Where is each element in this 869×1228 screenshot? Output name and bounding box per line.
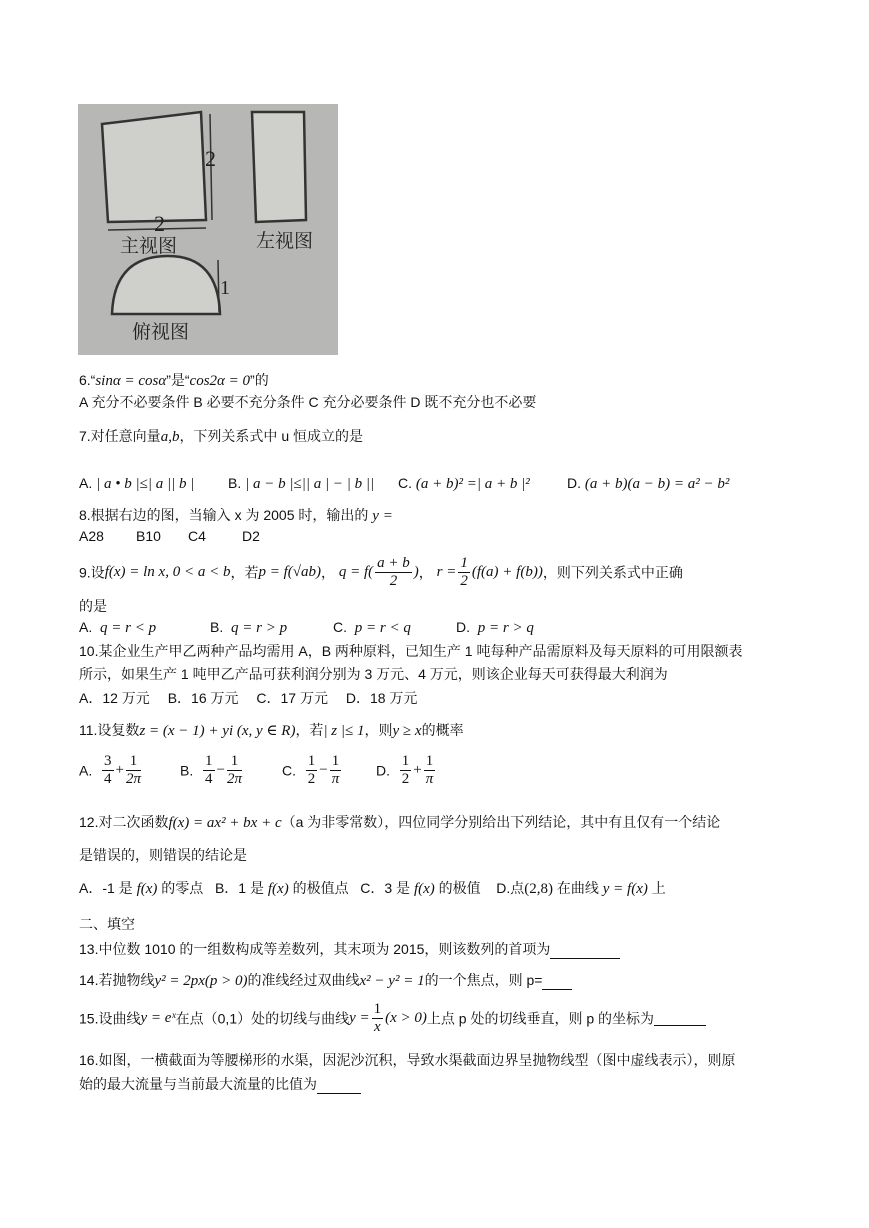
- q11-d-op: +: [413, 762, 422, 778]
- q11-a-frac1: [102, 753, 114, 788]
- q9-option-b: [210, 619, 287, 637]
- q12-a-f: f(x): [136, 881, 158, 897]
- q7-option-b: [228, 475, 374, 493]
- front-view-label: 主视图: [120, 235, 178, 257]
- q9-f-def: f(x) = ln x, 0 < a < b: [104, 564, 231, 580]
- q8-option-c: C4: [188, 528, 206, 544]
- q15-suffix: 上点 p 处的切线垂直，则 p 的坐标为: [426, 1010, 655, 1027]
- q9-q-left: q = f(: [338, 564, 374, 580]
- q11-t3: 的概率: [421, 722, 464, 738]
- q11-a-frac2: [126, 753, 141, 788]
- q9-d-label: D.: [456, 619, 470, 635]
- q9-t2: ，: [320, 564, 335, 581]
- q11-t1: ，若: [295, 722, 324, 738]
- q9-prefix: 9.设: [79, 564, 105, 581]
- q15-curve1: y = eˣ: [140, 1010, 176, 1026]
- q16-line2: [79, 1074, 361, 1094]
- three-view-figure: [78, 104, 338, 355]
- q12-options: [79, 878, 666, 898]
- q14-prefix: 14.若抛物线: [79, 972, 155, 988]
- q16-text: 始的最大流量与当前最大流量的比值为: [79, 1076, 317, 1092]
- q11-d-d1: 2: [401, 771, 410, 787]
- q14-mid: 的准线经过双曲线: [247, 972, 360, 988]
- q12-d-curve: y = f(x): [602, 881, 648, 897]
- q12-suffix: （a 为非零常数），四位同学分别给出下列结论，其中有且仅有一个结论: [281, 814, 721, 830]
- q11-c-frac2: [330, 753, 342, 788]
- q8-option-d: D2: [242, 528, 260, 544]
- q15-den: x: [374, 1019, 381, 1035]
- q12-d-mid: 在曲线: [556, 880, 599, 896]
- q11-d-frac2: [424, 753, 436, 788]
- q15-curve2-left: y =: [349, 1010, 370, 1026]
- q11-d-frac1: [400, 753, 412, 788]
- q13-text: 13.中位数 1010 的一组数构成等差数列，其末项为 2015，则该数列的首项为: [79, 941, 551, 957]
- side-view-label: 左视图: [256, 230, 314, 252]
- q11-option-b: [180, 753, 244, 788]
- q14-suffix: 的一个焦点，则 p=: [424, 972, 543, 988]
- q9-r-left: r =: [436, 564, 457, 580]
- q8-option-a: A28: [79, 528, 104, 544]
- q12-d-text: D.点: [496, 880, 525, 896]
- q12-c-f: f(x): [413, 881, 435, 897]
- q15-answer-blank[interactable]: [654, 1011, 706, 1026]
- q12-line2: 是错误的，则错误的结论是: [79, 847, 247, 863]
- q6-options: A 充分不必要条件 B 必要不充分条件 C 充分必要条件 D 既不充分也不必要: [79, 394, 537, 410]
- q11-option-d: [376, 753, 437, 788]
- top-view-label: 俯视图: [132, 321, 190, 343]
- q9-q-fraction: [375, 555, 412, 590]
- q12-f-def: f(x) = ax² + bx + c: [168, 815, 282, 831]
- q11-ineq: y ≥ x: [392, 723, 422, 739]
- q11-a-n1: 3: [104, 753, 112, 769]
- q13-answer-blank[interactable]: [550, 944, 620, 959]
- q9-t4: ，则下列关系式中正确: [542, 564, 683, 581]
- section-fill-blank-heading: 二、填空: [79, 916, 135, 932]
- q8-stem: [79, 505, 393, 525]
- q9-stem: [79, 555, 683, 590]
- dim-width-text: 2: [154, 211, 165, 236]
- q11-b-label: B.: [180, 762, 194, 779]
- q6-suffix: ”的: [250, 372, 269, 388]
- q10-line1: 10.某企业生产甲乙两种产品均需用 A，B 两种原料，已知生产 1 吨每种产品需原料及每天原料的可用限额表: [79, 643, 743, 659]
- q7-c-expr: (a + b)² =| a + b |²: [415, 476, 530, 492]
- q11-b-d1: 4: [205, 771, 213, 787]
- q9-p-def: p = f(√ab): [258, 564, 321, 580]
- q9-a-label: A.: [79, 619, 93, 635]
- q11-b-frac2: [227, 753, 242, 788]
- q8-text: 8.根据右边的图，当输入 x 为 2005 时，输出的: [79, 507, 369, 523]
- q9-r-right: (f(a) + f(b)): [471, 564, 543, 580]
- q14-parabola: y² = 2px(p > 0): [154, 973, 248, 989]
- q15-mid: 在点（0,1）处的切线与曲线: [175, 1010, 350, 1027]
- q9-t1: ，若: [230, 564, 259, 581]
- q11-d-label: D.: [376, 762, 390, 779]
- q7-a-expr: | a • b |≤| a || b |: [96, 476, 195, 492]
- q6-mid: ”是“: [166, 372, 190, 388]
- q9-b-expr: q = r > p: [231, 620, 288, 636]
- q12-stem: [79, 812, 720, 832]
- q12-d-point: (2,8): [524, 881, 553, 897]
- q8-var: y =: [372, 508, 393, 524]
- q11-b-n2: 1: [227, 753, 242, 771]
- q9-option-d: [456, 619, 534, 637]
- q11-c-d1: 2: [307, 771, 316, 787]
- q12-c-text: C．3 是: [360, 880, 411, 896]
- q11-c-n1: 1: [307, 753, 316, 769]
- q11-z-def: z = (x − 1) + yi (x, y ∈ R): [139, 723, 296, 739]
- q7-a-label: A.: [79, 475, 93, 491]
- q9-q-den: 2: [389, 573, 398, 589]
- q12-b-text: B．1 是: [214, 880, 264, 896]
- q11-d-n2: 1: [425, 753, 434, 769]
- q7-option-a: [79, 475, 194, 493]
- q11-b-d2: 2π: [226, 771, 242, 787]
- q13-line: [79, 939, 620, 959]
- q11-cond: | z |≤ 1: [323, 723, 365, 739]
- q10-line2: 所示，如果生产 1 吨甲乙产品可获利润分别为 3 万元、4 万元，则该企业每天可获得最大利润为: [79, 666, 668, 682]
- q11-a-n2: 1: [126, 753, 141, 771]
- q11-b-n1: 1: [205, 753, 213, 769]
- q6-stem: [79, 370, 269, 390]
- q14-line: [79, 970, 572, 990]
- q11-a-op: +: [115, 762, 124, 778]
- q11-stem: [79, 720, 464, 740]
- q7-c-label: C.: [398, 475, 412, 491]
- q6-prefix: 6.“: [79, 372, 96, 388]
- q9-r-num: 1: [460, 555, 468, 571]
- q9-c-label: C.: [333, 619, 347, 635]
- q7-prefix: 7.对任意向量: [79, 428, 161, 444]
- q15-fraction: [372, 1001, 384, 1036]
- q14-answer-blank[interactable]: [542, 975, 572, 990]
- q9-r-fraction: [458, 555, 470, 590]
- q7-vars: a,b: [160, 429, 180, 445]
- q6-expr1: sinα = cosα: [95, 373, 167, 389]
- q12-b-tail: 的极值点: [292, 880, 349, 896]
- q11-option-c: [282, 753, 343, 788]
- q11-a-d1: 4: [104, 771, 112, 787]
- q6-expr2: cos2α = 0: [189, 373, 251, 389]
- q11-t2: ，则: [364, 722, 393, 738]
- q7-d-expr: (a + b)(a − b) = a² − b²: [584, 476, 730, 492]
- q12-a-text: A．-1 是: [79, 880, 133, 896]
- q9-d-expr: p = r > q: [477, 620, 534, 636]
- q8-option-b: B10: [136, 528, 161, 544]
- q11-c-d2: π: [331, 771, 340, 787]
- q14-hyperbola: x² − y² = 1: [359, 973, 425, 989]
- q12-b-f: f(x): [267, 881, 289, 897]
- q9-a-expr: q = r < p: [100, 620, 157, 636]
- q9-t3: ，: [418, 564, 433, 581]
- q7-stem: [79, 426, 363, 446]
- q9-b-label: B.: [210, 619, 224, 635]
- q11-c-frac1: [306, 753, 318, 788]
- front-view-shape: [102, 112, 206, 222]
- q9-c-expr: p = r < q: [354, 620, 411, 636]
- q9-q-num: a + b: [377, 555, 410, 571]
- q12-c-tail: 的极值: [438, 880, 481, 896]
- q9-line2: 的是: [79, 598, 107, 614]
- q12-d-tail: 上: [651, 880, 666, 896]
- q7-d-label: D.: [567, 475, 581, 491]
- q11-a-label: A.: [79, 762, 93, 779]
- q7-suffix: ，下列关系式中 u 恒成立的是: [179, 428, 364, 444]
- q9-option-c: [333, 619, 411, 637]
- q15-curve2-right: (x > 0): [385, 1010, 427, 1026]
- three-view-drawing: [78, 104, 338, 355]
- q11-a-d2: 2π: [125, 771, 141, 787]
- q12-a-tail: 的零点: [161, 880, 204, 896]
- q11-option-a: [79, 753, 143, 788]
- side-view-shape: [252, 112, 306, 222]
- q11-c-op: −: [319, 762, 328, 778]
- q11-d-n1: 1: [401, 753, 410, 769]
- q10-options: A．12 万元 B．16 万元 C．17 万元 D．18 万元: [79, 690, 418, 706]
- q9-q-right: ): [413, 564, 419, 580]
- q7-option-d: [567, 475, 729, 493]
- q11-b-frac1: [203, 753, 215, 788]
- q11-d-d2: π: [425, 771, 434, 787]
- dim-height-text: 2: [205, 146, 216, 171]
- q11-c-n2: 1: [331, 753, 340, 769]
- q15-line: [79, 1001, 706, 1036]
- q9-r-den: 2: [460, 573, 468, 589]
- q12-prefix: 12.对二次函数: [79, 814, 169, 830]
- q9-option-a: [79, 619, 156, 637]
- q16-answer-blank[interactable]: [317, 1079, 361, 1094]
- q7-b-label: B.: [228, 475, 242, 491]
- q11-b-op: −: [216, 762, 225, 778]
- q11-c-label: C.: [282, 762, 296, 779]
- q15-num: 1: [373, 1001, 382, 1017]
- top-height-dim: [218, 260, 219, 312]
- q7-b-expr: | a − b |≤|| a | − | b ||: [245, 476, 375, 492]
- q11-prefix: 11.设复数: [79, 722, 140, 738]
- q15-prefix: 15.设曲线: [79, 1010, 141, 1027]
- q7-option-c: [398, 475, 530, 493]
- q16-line1: 16.如图，一横截面为等腰梯形的水渠，因泥沙沉积，导致水渠截面边界呈抛物线型（图中虚线表示），则原: [79, 1052, 736, 1068]
- dim-top-text: 1: [220, 277, 230, 299]
